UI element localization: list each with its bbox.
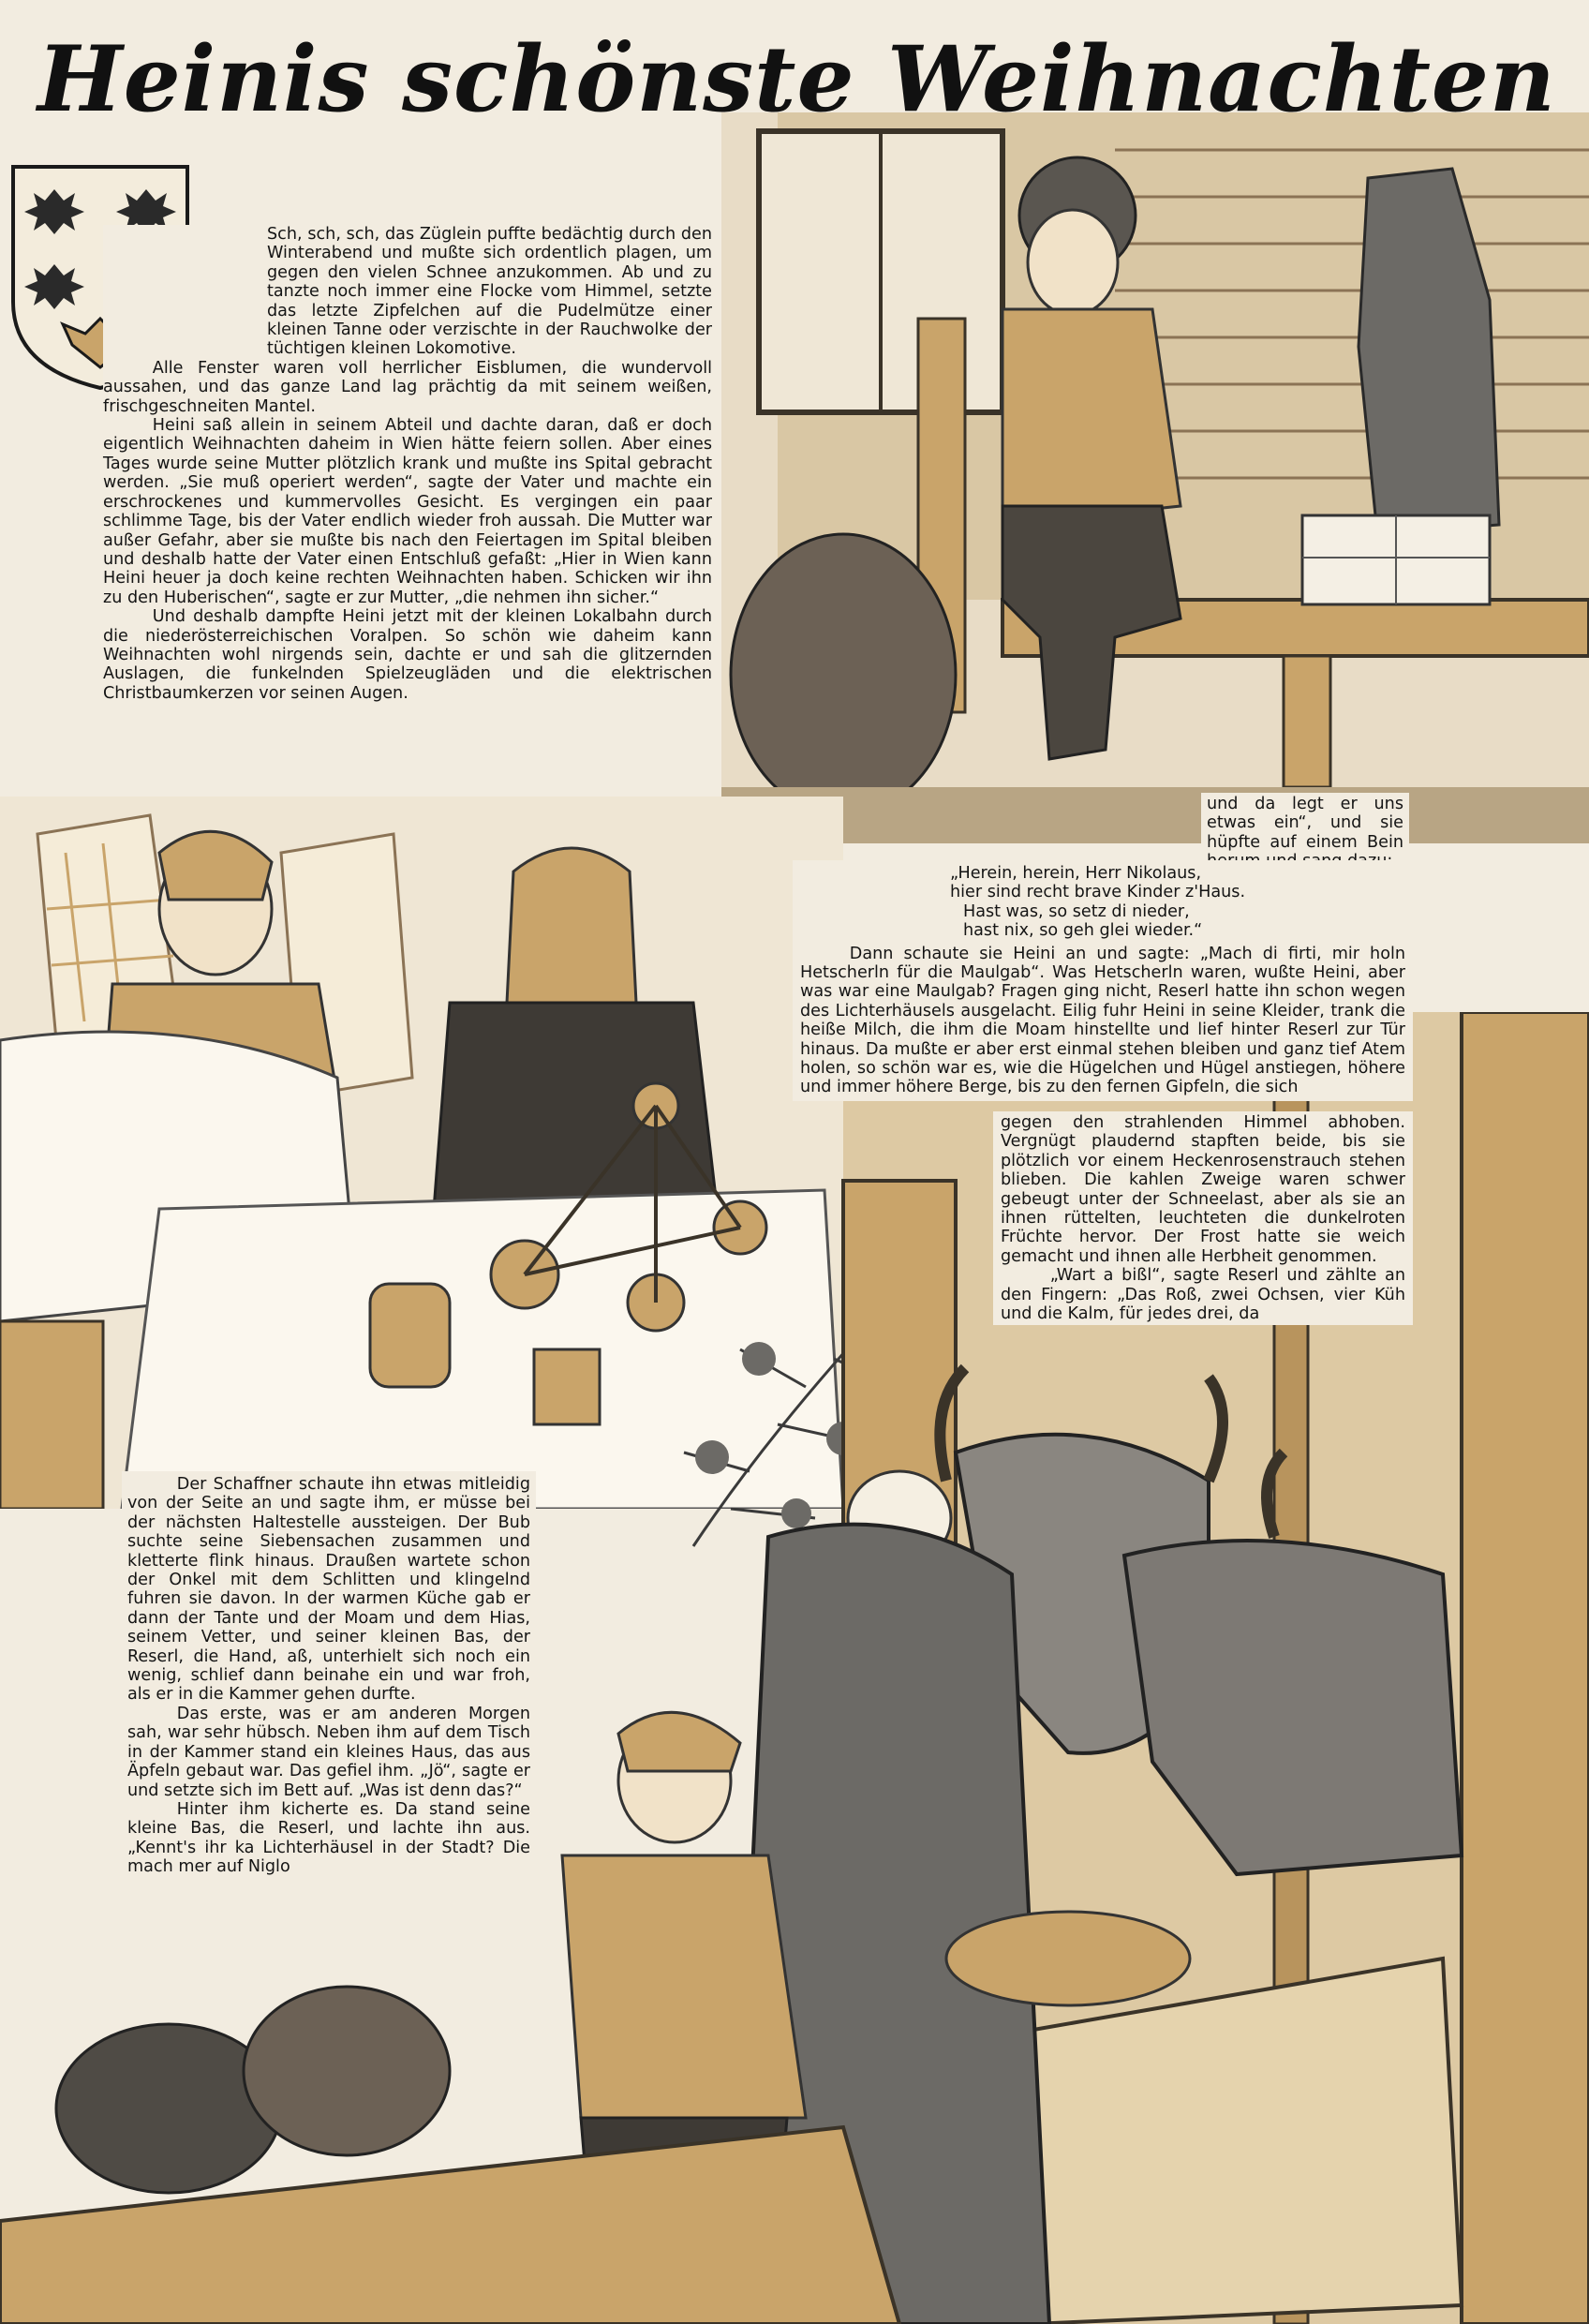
paragraph: „Wart a bißl“, sagte Reserl und zählte an den Fingern: „Das Roß, zwei Ochsen, vier Küh und die Kalm, für jedes drei, da [1001,1266,1405,1324]
paragraph: Und deshalb dampfte Heini jetzt mit der kleinen Lokalbahn durch die niederösterreichischen Voralpen. So schön wie daheim kann Weihnachten wohl nirgends sein, dachte er und sah die glitzernden Auslagen, die funkelnden Spielzeugläden und die elektrischen Christbaumkerzen vor seinen Augen. [103,607,712,703]
page-title: Heinis schönste Weihnachten [37,26,1556,132]
paragraph: Alle Fenster waren voll herrlicher Eisblumen, die wundervoll aussahen, und das ganze Land lag prächtig da mit seinem weißen, frischgeschneiten Mantel. [103,358,712,416]
paragraph: Das erste, was er am anderen Morgen sah, war sehr hübsch. Neben ihm auf dem Tisch in der Kammer stand ein kleines Haus, das aus Äpfeln gebaut war. Das gefiel ihm. „Jö“, sagte er und setzte sich im Bett auf. „Was ist denn das?“ [127,1704,530,1800]
paragraph: Dann schaute sie Heini an und sagte: „Mach di firti, mir holn Hetscherln für die Maulgab“. Was Hetscherln waren, wußte Heini, aber was war eine Maulgab? Fragen ging nicht, Reserl hatte ihn schon wegen des Lichterhäusels ausgelacht. Eilig fuhr Heini in seine Kleider, trank die heiße Milch, die ihm die Moam hinstellte und lief hinter Reserl zur Tür hinaus. Da mußte er aber erst einmal stehen bleiben und ganz tief Atem holen, so schön war es, wie die Hügelchen und Hügel anstiegen, höhere und immer höhere Berge, bis zu den fernen Gipfeln, die sich [800,944,1405,1097]
paragraph: Heini saß allein in seinem Abteil und dachte daran, daß er doch eigentlich Weihnachten daheim in Wien hätte feiern sollen. Aber eines Tages wurde seine Mutter plötzlich krank und mußte ins Spital gebracht werden. „Sie muß operiert werden“, sagte der Vater und machte ein erschrockenes und kummervolles Gesicht. Es vergingen ein paar schlimme Tage, bis der Vater endlich wieder froh aussah. Die Mutter war außer Gefahr, aber sie mußte bis nach den Feiertagen im Spital bleiben und deshalb hatte der Vater einen Entschluß gefaßt: „Hier in Wien kann Heini heuer ja doch keine rechten Weihnachten haben. Schicken wir ihn zu den Huberischen“, sagte er zur Mutter, „die nehmen ihn sicher.“ [103,416,712,607]
paragraph: und da legt er uns etwas ein“, und sie hüpfte auf einem Bein [1207,795,1403,852]
paragraph: gegen den strahlenden Himmel abhoben. Vergnügt plaudernd stapften beide, bis sie plötzlich vor einem Heckenrosenstrauch stehen blieben. Die kahlen Zweige waren schwer gebeugt unter der Schneelast, aber als sie an ihnen rüttelten, leuchteten die dunkelroten Früchte hervor. Der Frost hatte sie weich gemacht und ihnen alle Herbheit genommen. [1001,1113,1405,1266]
paragraph: Hinter ihm kicherte es. Da stand seine kleine Bas, die Reserl, und lachte ihn aus. „Kennt's ihr ka Lichterhäusel in der Stadt? Die mach mer auf Niglo [127,1799,530,1877]
story-column-3-continued [993,1111,1413,1325]
verse-line: hier sind recht brave Kinder z'Haus. [950,883,1246,902]
nikolaus-verse [800,864,1405,941]
story-column-3 [793,860,1413,1101]
train-compartment-illustration [721,112,1589,843]
verse-line: hast nix, so geh glei wieder.“ [963,921,1203,941]
story-column-2 [122,1471,536,1881]
paragraph: Der Schaffner schaute ihn etwas mitleidig von der Seite an und sagte ihm, er müsse bei der nächsten Haltestelle aussteigen. Der Bub suchte seine Siebensachen zusammen und kletterte flink hinaus. Draußen wartete schon der Onkel mit dem Schlitten und klingelnd fuhren sie davon. In der warmen Küche gab er dann der Tante und der Moam und dem Hias, seinem Vetter, und seiner kleinen Bas, der Reserl, die Hand, aß, unterhielt sich noch ein wenig, schlief dann beinahe ein und war froh, als er in die Kammer gehen durfte. [127,1475,530,1705]
verse-line: „Herein, herein, Herr Nikolaus, [950,864,1202,883]
story-column-1 [103,225,712,703]
verse-line: Hast was, so setz di nieder, [963,901,1190,921]
paragraph: Sch, sch, sch, das Züglein puffte bedächtig durch den Winterabend und mußte sich ordentlich plagen, um gegen den vielen Schnee anzukommen. Ab und zu tanzte noch immer eine Flocke vom Himmel, setzte das letzte Zipfelchen auf die Pudelmütze einer kleinen Tanne oder verzischte in der Rauchwolke der tüchtigen kleinen Lokomotive. [267,225,712,359]
